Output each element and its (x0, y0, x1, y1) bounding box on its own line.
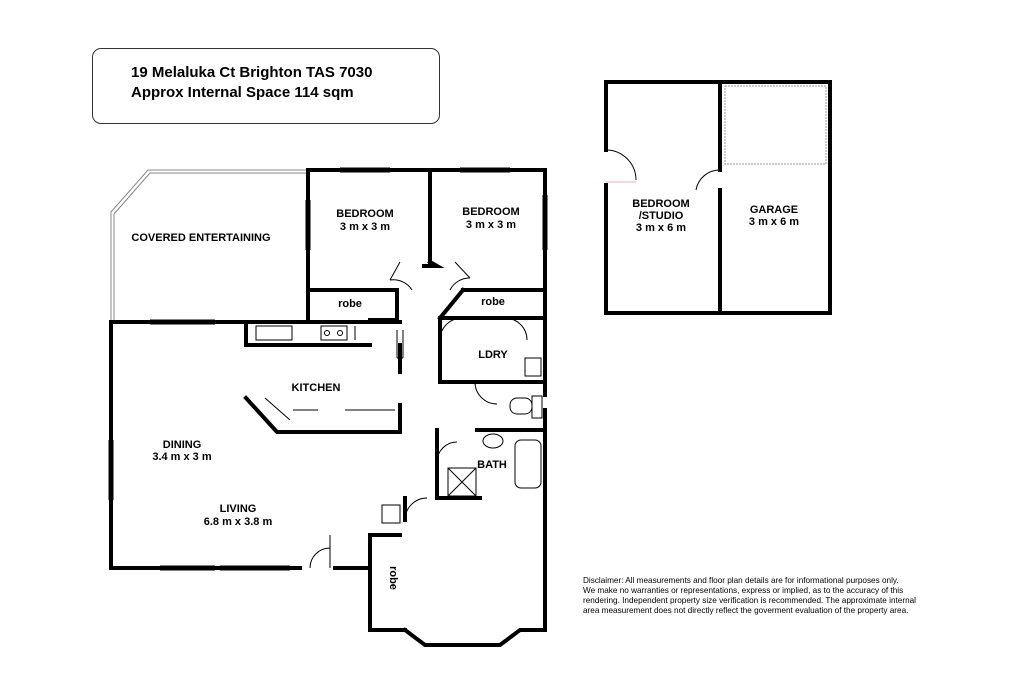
bedroom2-size: 3 m x 3 m (465, 219, 517, 231)
covered-entertaining-outline (111, 170, 308, 322)
outbuilding-doors (606, 150, 720, 190)
dining-size: 3.4 m x 3 m (152, 451, 212, 463)
robe3-label: robe (387, 566, 399, 590)
kitchen-label: KITCHEN (291, 382, 341, 394)
robe1-label: robe (338, 298, 362, 310)
dining-label: DINING (162, 439, 202, 451)
garage-label: GARAGE (749, 204, 799, 216)
studio-label: BEDROOM (632, 198, 690, 210)
studio-label-2: /STUDIO (638, 210, 684, 222)
disclaimer-line: area measurement does not directly reflect the goverment evaluation of the property area. (583, 606, 909, 615)
living-label: LIVING (219, 503, 257, 515)
bath-label: BATH (477, 459, 507, 471)
bedroom1-size: 3 m x 3 m (339, 221, 391, 233)
disclaimer-line: rendering. Independent property size verification is recommended. The approximate internal (583, 596, 916, 605)
living-size: 6.8 m x 3.8 m (203, 516, 273, 528)
disclaimer-text (583, 576, 943, 616)
studio-size: 3 m x 6 m (635, 222, 687, 234)
garage-size: 3 m x 6 m (748, 216, 800, 228)
address-text: 19 Melaluka Ct Brighton TAS 7030 (131, 64, 373, 81)
kitchen-fixtures (256, 326, 395, 420)
internal-space-text: Approx Internal Space 114 sqm (131, 84, 354, 101)
disclaimer-line: We make no warranties or representations, express or implied, as to the accuracy of this (583, 586, 904, 595)
laundry-label: LDRY (478, 349, 508, 361)
robe2-label: robe (481, 296, 505, 308)
disclaimer-line: Disclaimer: All measurements and floor plan details are for informational purposes only. (583, 576, 899, 585)
bedroom2-label: BEDROOM (462, 206, 520, 218)
covered-entertaining-label: COVERED ENTERTAINING (131, 232, 271, 244)
bedroom1-label: BEDROOM (336, 208, 394, 220)
garage-door-outline (725, 86, 826, 164)
